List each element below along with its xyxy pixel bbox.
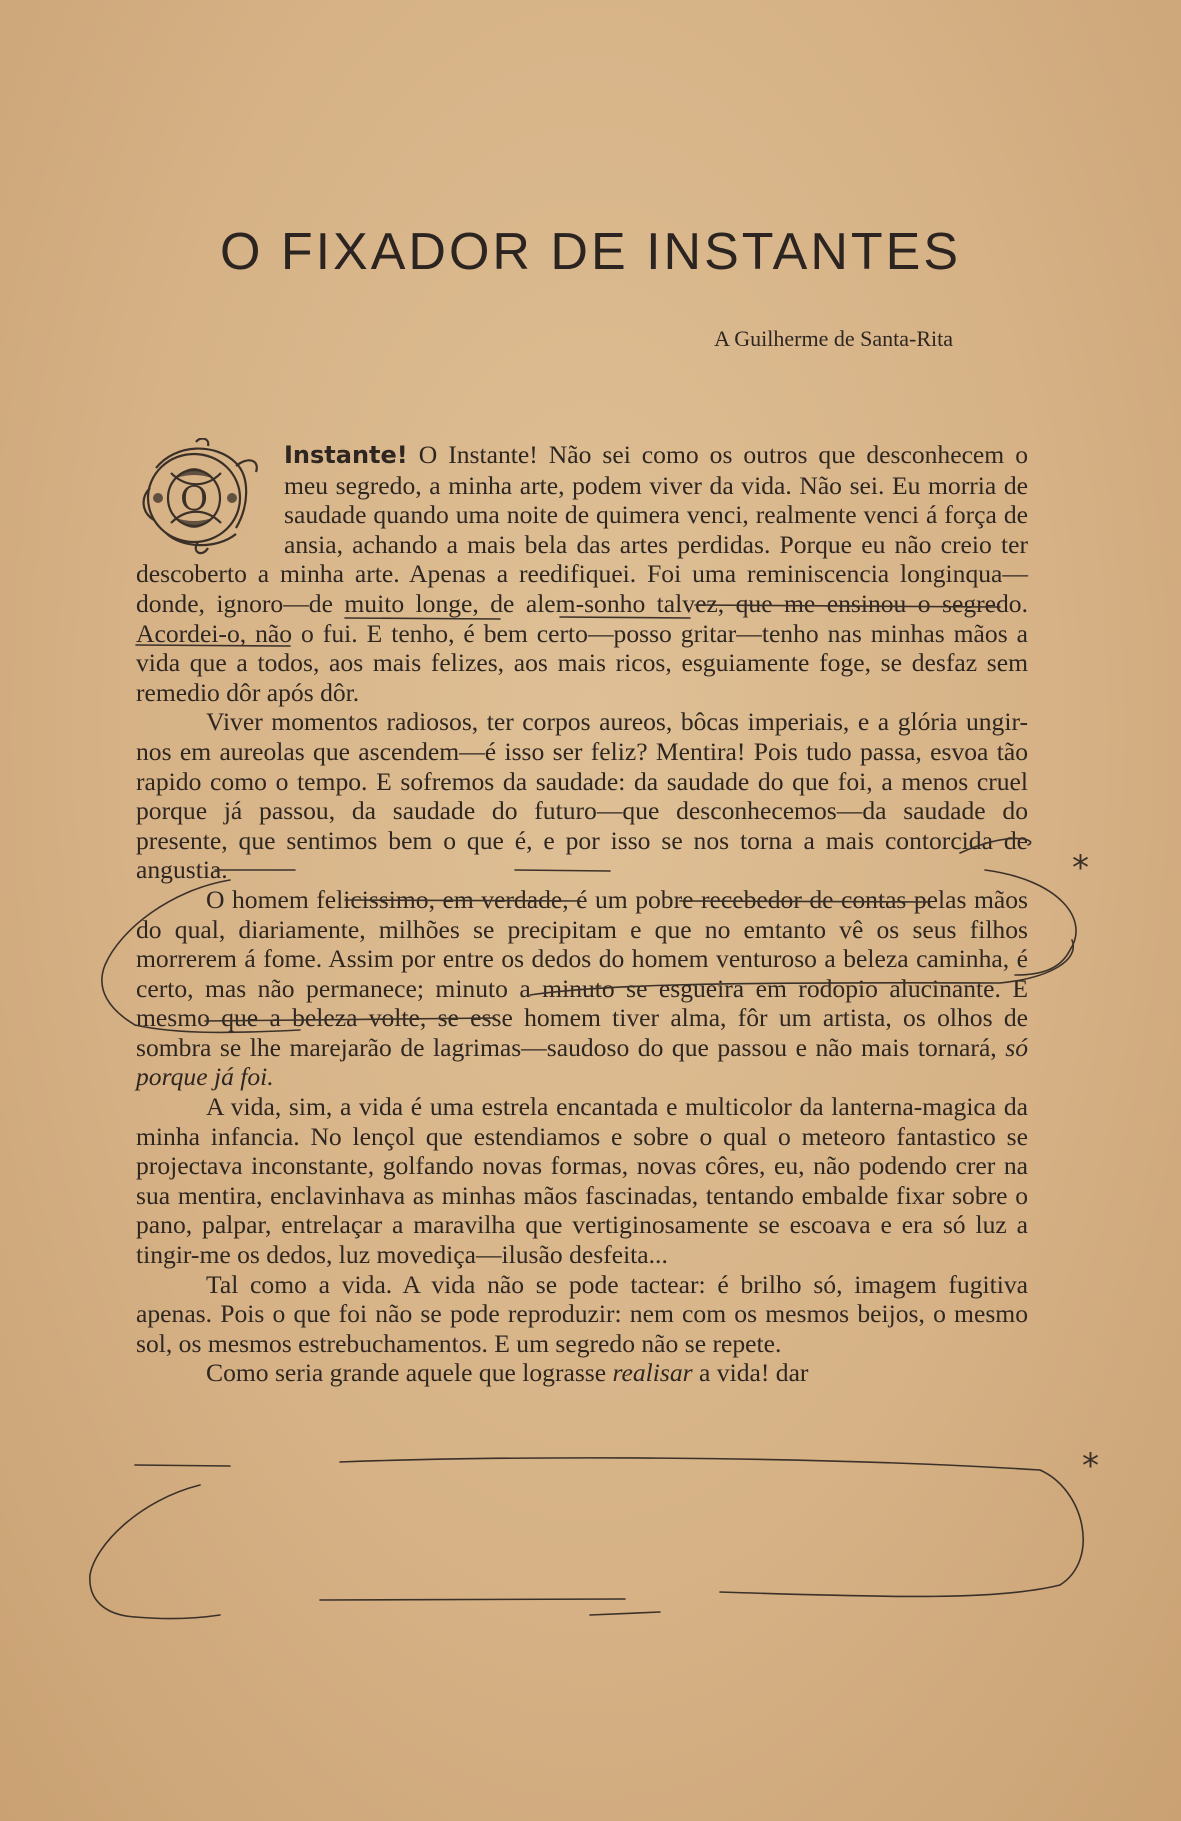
document-body [136,440,1028,1388]
paragraph-6-italic: realisar [612,1358,693,1388]
paragraph-3-italic: só porque já foi. [136,1032,1028,1092]
paragraph-3 [136,885,1028,1092]
paragraph-3-text: O homem felicissimo, em verdade, é um pobre recebedor de contas pelas mãos do qual, diariamente, milhões se precipitam e que no emtanto vê os seus filhos morrerem á fome. Assim por entre os dedos do homem venturoso a beleza caminha, é certo, mas não permanece; minuto a minuto se esgueira em rodopio alucinante. E mesmo que a beleza volte, se esse homem tiver alma, fôr um artista, os olhos de sombra se lhe marejarão de lagrimas—saudoso do que passou e não mais tornará, [136,884,1028,1062]
ornate-dropcap-icon [136,438,276,558]
paragraph-1-lead: Instante! [284,441,408,469]
paragraph-2: Viver momentos radiosos, ter corpos aureos, bôcas imperiais, e a glória ungir-nos em aureolas que ascendem—é isso ser feliz? Mentira! Pois tudo passa, esvoa tão rapido como o tempo. E sofremos da saudade: da saudade do que foi, a menos cruel porque já passou, da saudade do futuro—que desconhecemos—da saudade do presente, que sentimos bem o que é, e por isso se nos torna a mais contorcida de angustia. [136,707,1028,885]
document-title: O FIXADOR DE INSTANTES [219,223,962,281]
dedication: A Guilherme de Santa-Rita [714,326,953,351]
margin-asterisk-mark-2: * [1082,1446,1099,1486]
margin-asterisk-mark-1: * [1072,848,1089,888]
paragraph-6 [136,1358,1028,1388]
paragraph-6-end: a vida! dar [692,1358,809,1388]
paragraph-4: A vida, sim, a vida é uma estrela encantada e multicolor da lanterna-magica da minha infancia. No lençol que estendiamos e sobre o qual o meteoro fantastico se projectava inconstante, golfando novas formas, novas côres, eu, não podendo crer na sua mentira, enclavinhava as minhas mãos fascinadas, tentando embalde fixar sobre o pano, palpar, entrelaçar a maravilha que vertiginosamente se escoava e era só luz a tingir-me os dedos, luz movediça—ilusão desfeita... [136,1092,1028,1270]
paragraph-6-text: Como seria grande aquele que lograsse [206,1358,613,1388]
svg-text:O: O [180,479,208,519]
paragraph-1-text: O Instante! Não sei como os outros que desconhecem o meu segredo, a minha arte, podem viver da vida. Não sei. Eu morria de saudade quando uma noite de quimera venci, realmente venci á força de ansia, achando a mais bela das artes perdidas. Porque eu não creio ter descoberto a minha arte. Apenas a reedifiquei. Foi uma reminiscencia longinqua—donde, ignoro—de muito longe, de alem-sonho talvez, que me ensinou o segredo. Acordei-o, não o fui. E tenho, é bem certo—posso gritar—tenho nas minhas mãos a vida que a todos, aos mais felizes, aos mais ricos, esguiamente foge, se desfaz sem remedio dôr após dôr. [136,440,1028,707]
paragraph-5: Tal como a vida. A vida não se pode tactear: é brilho só, imagem fugitiva apenas. Pois o que foi não se pode reproduzir: nem com os mesmos beijos, o mesmo sol, os mesmos estrebuchamentos. E um segredo não se repete. [136,1269,1028,1358]
paragraph-1 [136,440,1028,707]
